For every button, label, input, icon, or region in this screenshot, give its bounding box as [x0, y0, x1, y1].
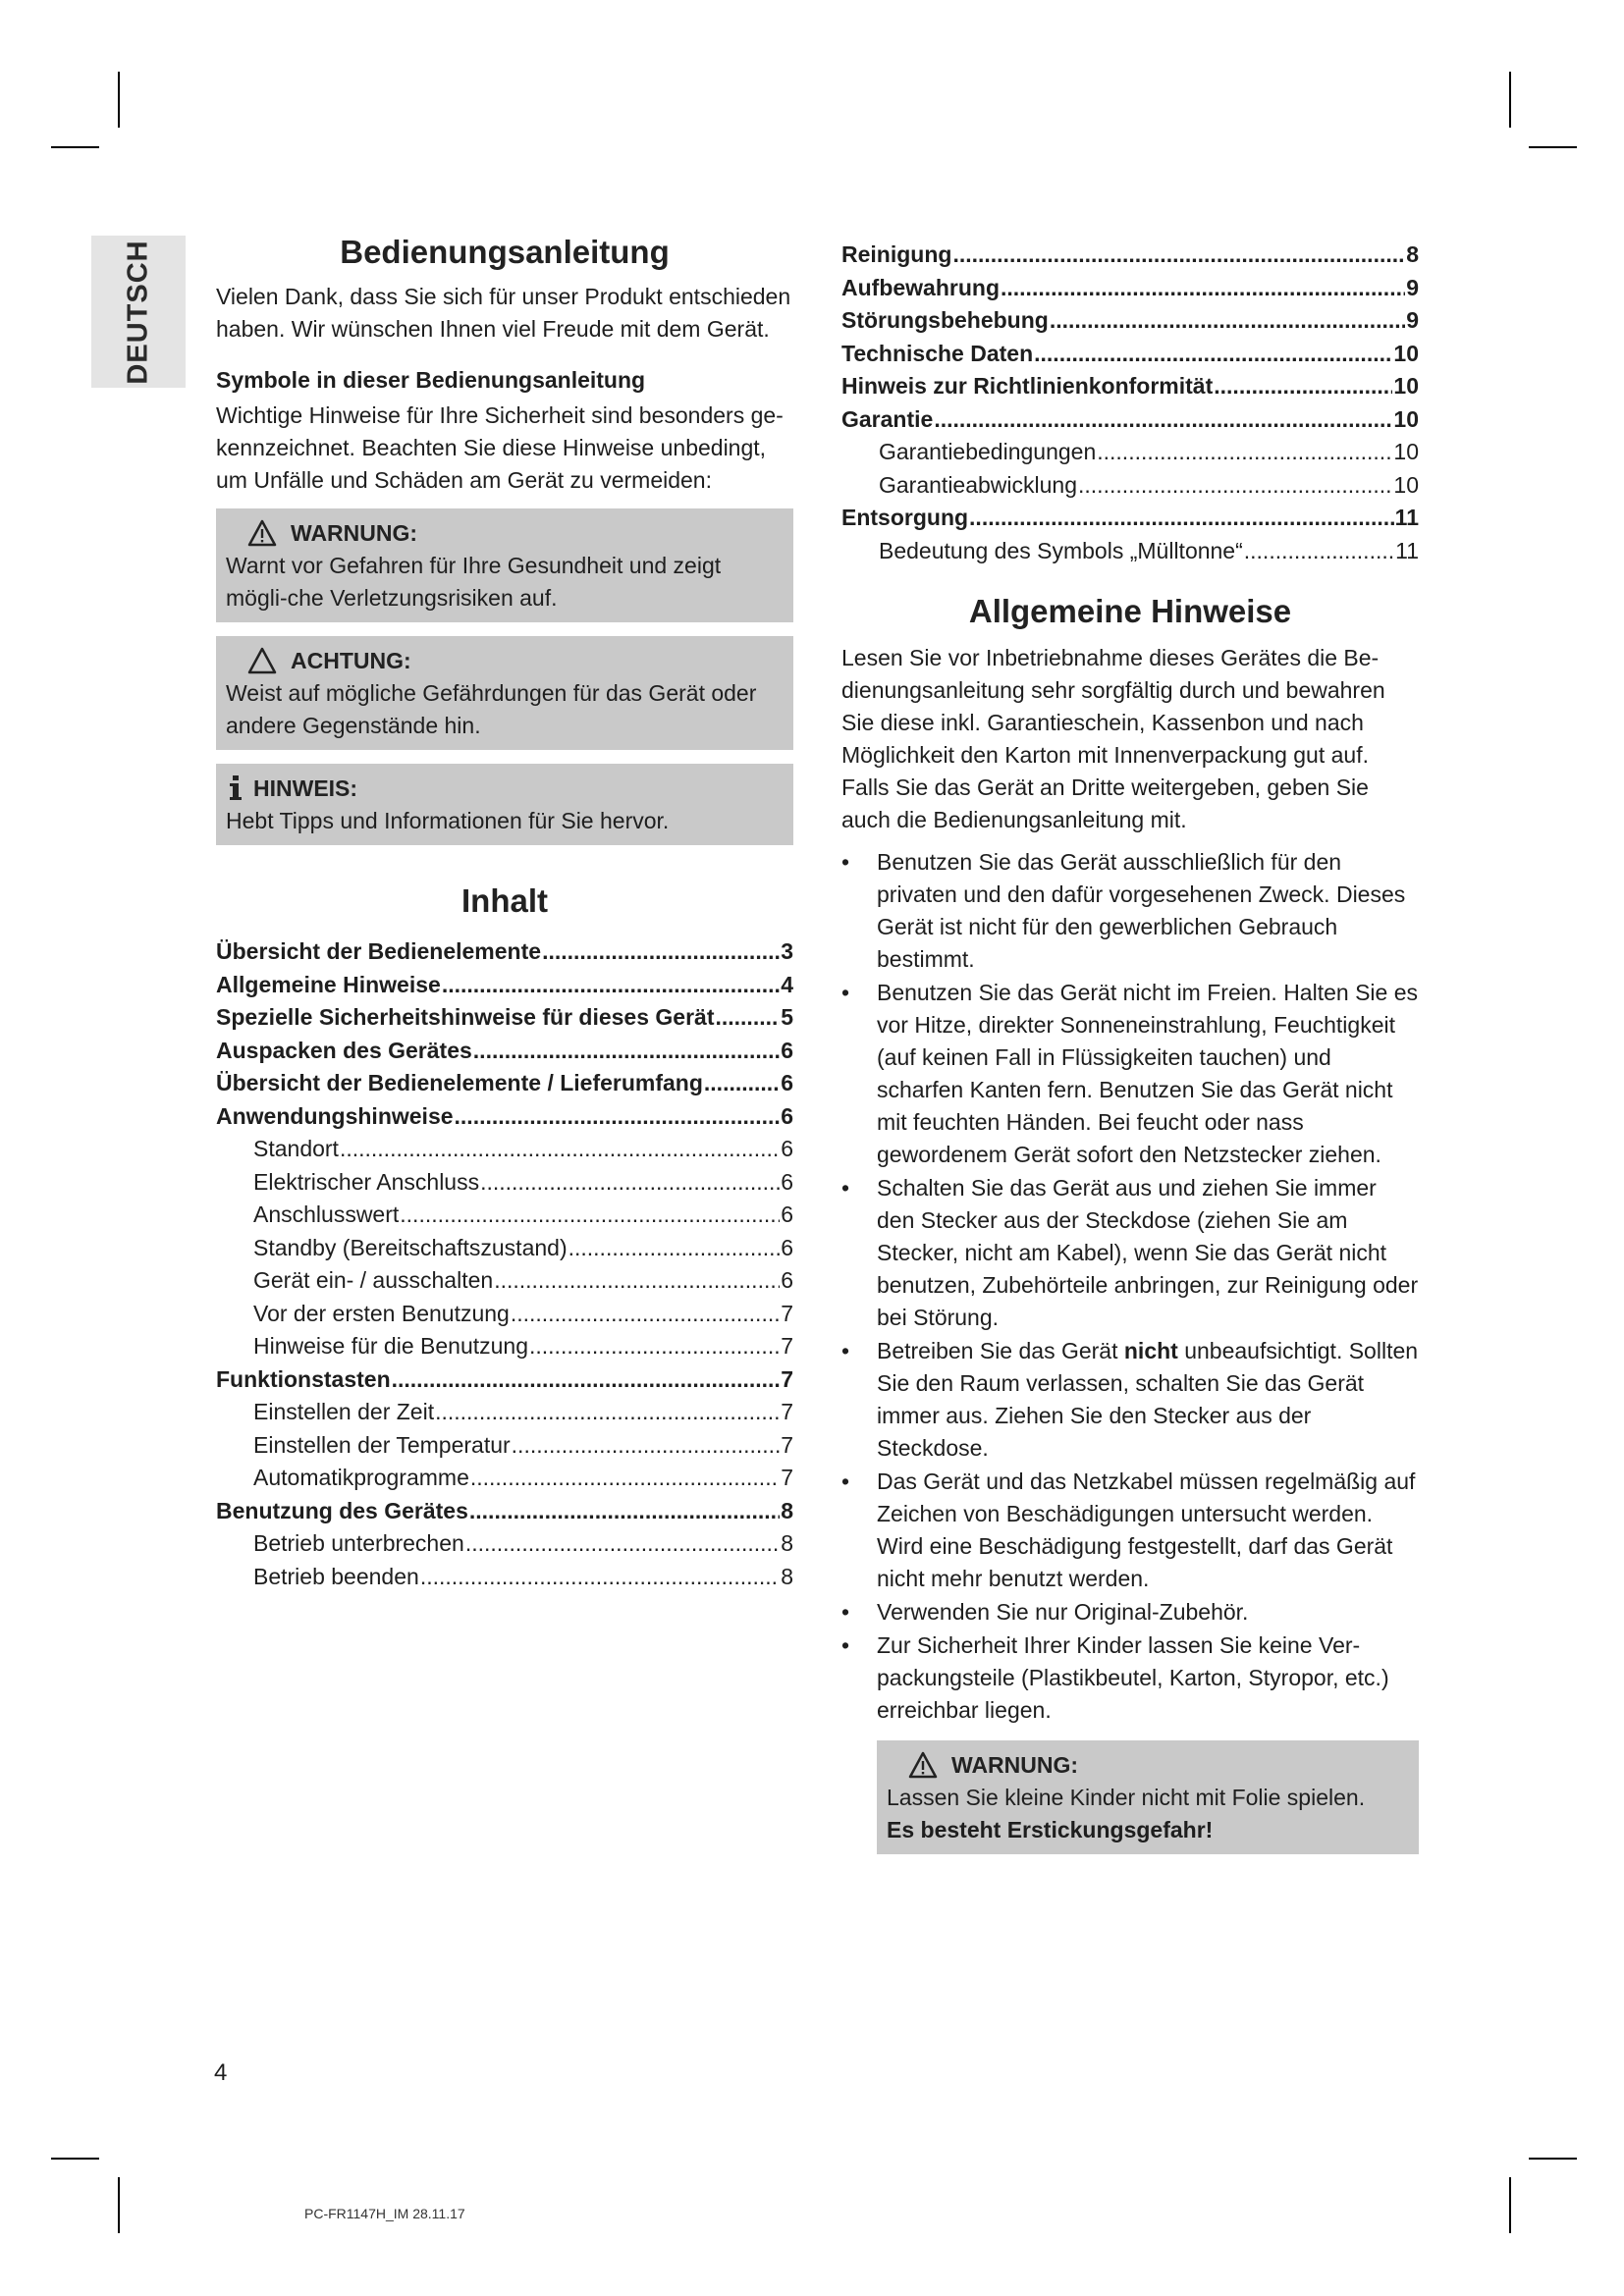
toc-entry[interactable]: [216, 1100, 793, 1134]
toc-entry-label: Hinweis zur Richtlinienkonformität: [841, 373, 1214, 399]
list-item-text: Zur Sicherheit Ihrer Kinder lassen Sie keine Ver-packungsteile (Plastikbeutel, Karton, Styropor, etc.) erreichbar liegen.: [877, 1632, 1389, 1723]
toc-leader-dots: [1050, 304, 1405, 338]
toc-entry-page: 7: [781, 1365, 793, 1392]
toc-entry-page: 10: [1393, 471, 1419, 498]
toc-leader-dots: [494, 1264, 780, 1298]
warning-text: Lassen Sie kleine Kinder nicht mit Folie spielen.: [887, 1785, 1366, 1810]
toc-leader-dots: [715, 1001, 780, 1035]
toc-entry-page: 7: [781, 1300, 793, 1326]
toc-entry-page: 7: [781, 1333, 793, 1359]
toc-leader-dots: [480, 1166, 780, 1200]
list-item: [841, 1629, 1419, 1727]
info-icon: [228, 774, 244, 802]
intro-text: Vielen Dank, dass Sie sich für unser Produkt entschieden haben. Wir wünschen Ihnen viel Freude mit dem Gerät.: [216, 284, 791, 342]
toc-entry-page: 3: [781, 938, 793, 964]
toc-entry[interactable]: [841, 502, 1419, 535]
toc-leader-dots: [465, 1527, 780, 1561]
crop-mark: [51, 2158, 99, 2160]
list-item: [841, 1466, 1419, 1595]
toc-leader-dots: [934, 403, 1392, 437]
toc-leader-dots: [1034, 338, 1392, 371]
toc-entry-page: 6: [781, 1102, 793, 1129]
toc-leader-dots: [1078, 469, 1392, 503]
toc-leader-dots: [1244, 535, 1394, 568]
toc-entry[interactable]: [216, 1462, 793, 1495]
toc-entry[interactable]: [216, 1199, 793, 1232]
toc-entry[interactable]: [216, 1429, 793, 1463]
toc-leader-dots: [469, 1495, 780, 1528]
toc-entry-label: Bedeutung des Symbols „Mülltonne“: [879, 537, 1243, 563]
toc-entry[interactable]: [216, 1166, 793, 1200]
toc-entry[interactable]: [216, 1527, 793, 1561]
toc-entry-label: Gerät ein- / ausschalten: [253, 1267, 494, 1293]
toc-entry[interactable]: [841, 403, 1419, 437]
footer-code: PC-FR1147H_IM 28.11.17: [304, 2206, 465, 2221]
toc-entry[interactable]: [841, 272, 1419, 305]
toc-title: Inhalt: [461, 882, 548, 919]
toc-entry[interactable]: [841, 304, 1419, 338]
toc-leader-dots: [542, 935, 780, 969]
page-number: 4: [214, 2059, 228, 2086]
note-header: [226, 772, 784, 805]
toc-entry[interactable]: [216, 1067, 793, 1100]
toc-leader-dots: [1097, 436, 1392, 469]
crop-mark: [118, 2177, 120, 2233]
warning-text: Warnt vor Gefahren für Ihre Gesundheit und zeigt mögli-che Verletzungsrisiken auf.: [226, 553, 722, 611]
warning-header: [226, 516, 784, 550]
crop-mark: [1529, 146, 1577, 148]
symbols-text: Wichtige Hinweise für Ihre Sicherheit sind besonders ge-kennzeichnet. Beachten Sie diese Hinweise unbedingt, um Unfälle und Schäden am Gerät zu vermeiden:: [216, 402, 784, 493]
toc-entry-page: 5: [781, 1004, 793, 1030]
list-item: [841, 977, 1419, 1171]
bullet-dot: •: [841, 980, 850, 1005]
toc-entry[interactable]: [216, 1035, 793, 1068]
toc-entry[interactable]: [216, 1133, 793, 1166]
warning-triangle-icon: [247, 519, 277, 547]
toc-entry[interactable]: [216, 969, 793, 1002]
bullet-dot: •: [841, 1599, 850, 1625]
warning-emphasis: Es besteht Erstickungsgefahr!: [887, 1817, 1214, 1842]
crop-mark: [118, 72, 120, 128]
crop-mark: [1509, 72, 1511, 128]
toc-leader-dots: [1214, 370, 1392, 403]
toc-entry-page: 11: [1394, 505, 1419, 530]
toc-entry-label: Funktionstasten: [216, 1365, 391, 1392]
toc-entry-page: 9: [1406, 274, 1419, 300]
toc-entry-page: 6: [781, 1070, 793, 1095]
toc-entry-page: 6: [781, 1234, 793, 1260]
toc-entry-label: Garantie: [841, 405, 934, 432]
language-tab: [91, 236, 186, 388]
caution-header: [226, 644, 784, 677]
caution-text: Weist auf mögliche Gefährdungen für das Gerät oder andere Gegenstände hin.: [226, 680, 757, 738]
toc-entry[interactable]: [216, 1001, 793, 1035]
left-column: [216, 234, 793, 1593]
toc-entry-label: Standby (Bereitschaftszustand): [253, 1234, 568, 1260]
note-text: Hebt Tipps und Informationen für Sie hervor.: [226, 808, 670, 833]
list-item: [841, 846, 1419, 976]
toc-entry-label: Automatikprogramme: [253, 1465, 469, 1490]
toc-entry-page: 7: [781, 1399, 793, 1424]
list-item-text: Verwenden Sie nur Original-Zubehör.: [877, 1599, 1249, 1625]
toc-entry-label: Aufbewahrung: [841, 274, 1000, 300]
toc-entry-label: Technische Daten: [841, 340, 1034, 366]
toc-entry-page: 10: [1393, 439, 1419, 464]
crop-mark: [51, 146, 99, 148]
toc-entry-label: Anwendungshinweise: [216, 1102, 454, 1129]
toc-entry-page: 9: [1406, 307, 1419, 333]
caution-triangle-icon: [247, 647, 277, 674]
list-item: [841, 1596, 1419, 1629]
toc-entry-label: Hinweise für die Benutzung: [253, 1333, 528, 1359]
toc-entry-label: Übersicht der Bedienelemente / Lieferumfang: [216, 1070, 703, 1095]
toc-entry-page: 10: [1393, 405, 1419, 432]
toc-leader-dots: [400, 1199, 780, 1232]
general-notes-title: Allgemeine Hinweise: [968, 593, 1292, 629]
warning-label: WARNUNG:: [291, 520, 418, 546]
caution-box: [216, 636, 793, 750]
toc-leader-dots: [1001, 272, 1405, 305]
toc-leader-dots: [704, 1067, 780, 1100]
toc-entry-label: Übersicht der Bedienelemente: [216, 938, 542, 964]
toc-entry-label: Betrieb beenden: [253, 1563, 419, 1589]
safety-bullet-list: [841, 846, 1419, 1727]
toc-entry-page: 7: [781, 1465, 793, 1490]
toc-entry[interactable]: [841, 338, 1419, 371]
list-item-text: Betreiben Sie das Gerät: [877, 1338, 1124, 1363]
list-item-text: Benutzen Sie das Gerät nicht im Freien. Halten Sie es vor Hitze, direkter Sonneneinstrahlung, Feuchtigkeit (auf keinen Fall in Flüssigkeiten tauchen) und scharfen Kanten fern. Benutzen Sie das Gerät nicht mit feuchten Händen. Bei feucht oder nass gewordenem Gerät sofort den Netzstecker ziehen.: [877, 980, 1419, 1167]
toc-entry-label: Auspacken des Gerätes: [216, 1037, 472, 1063]
bullet-dot: •: [841, 1338, 850, 1363]
toc-entry[interactable]: [216, 1363, 793, 1397]
list-item-text: unbeaufsichtigt. Sollten Sie den Raum verlassen, schalten Sie das Gerät immer aus. Ziehen Sie den Stecker aus der Steckdose.: [877, 1338, 1419, 1461]
toc-entry-page: 11: [1395, 537, 1419, 563]
list-item: [841, 1172, 1419, 1334]
toc-entry-page: 8: [781, 1563, 793, 1589]
toc-entry-page: 6: [781, 1267, 793, 1293]
toc-leader-dots: [529, 1330, 780, 1363]
note-box: [216, 764, 793, 845]
toc-entry-label: Garantiebedingungen: [879, 439, 1097, 464]
caution-label: ACHTUNG:: [291, 648, 411, 673]
toc-entry-page: 6: [781, 1037, 793, 1063]
warning-box-children: [877, 1740, 1419, 1854]
toc-entry-page: 7: [781, 1431, 793, 1458]
toc-leader-dots: [969, 502, 1394, 535]
toc-leader-dots: [420, 1561, 780, 1594]
toc-entry-label: Anschlusswert: [253, 1201, 400, 1227]
toc-leader-dots: [512, 1429, 781, 1463]
toc-entry[interactable]: [216, 1561, 793, 1594]
toc-entry-page: 8: [1406, 241, 1419, 267]
toc-leader-dots: [511, 1298, 780, 1331]
toc-entry[interactable]: [216, 1396, 793, 1429]
toc-entry-label: Entsorgung: [841, 505, 969, 530]
general-notes-intro: Lesen Sie vor Inbetriebnahme dieses Gerätes die Be-dienungsanleitung sehr sorgfältig durch und bewahren Sie diese inkl. Garantieschein, Kassenbon und nach Möglichkeit den Karton mit Innenverpackung gut auf. Falls Sie das Gerät an Dritte weitergeben, geben Sie auch die Bedienungsanleitung mit.: [841, 645, 1385, 832]
toc-entry-page: 4: [781, 971, 793, 997]
table-of-contents-continued: [841, 239, 1419, 567]
right-column: [841, 239, 1419, 1854]
bullet-dot: •: [841, 1175, 850, 1201]
toc-leader-dots: [442, 969, 780, 1002]
toc-entry-label: Betrieb unterbrechen: [253, 1530, 464, 1556]
toc-entry[interactable]: [841, 535, 1419, 568]
toc-entry-page: 8: [781, 1530, 793, 1556]
crop-mark: [1529, 2158, 1577, 2160]
toc-entry-page: 10: [1393, 340, 1419, 366]
toc-leader-dots: [392, 1363, 781, 1397]
toc-entry-label: Allgemeine Hinweise: [216, 971, 441, 997]
toc-leader-dots: [340, 1133, 780, 1166]
toc-entry[interactable]: [216, 1330, 793, 1363]
note-label: HINWEIS:: [253, 775, 358, 801]
toc-entry[interactable]: [216, 1298, 793, 1331]
table-of-contents: [216, 935, 793, 1593]
list-item: [841, 1335, 1419, 1465]
toc-entry-label: Einstellen der Temperatur: [253, 1431, 511, 1458]
toc-entry-label: Benutzung des Gerätes: [216, 1497, 468, 1523]
toc-leader-dots: [455, 1100, 781, 1134]
language-tab-label: DEUTSCH: [122, 239, 154, 385]
bullet-dot: •: [841, 849, 850, 875]
toc-entry[interactable]: [841, 469, 1419, 503]
warning-label: WARNUNG:: [951, 1752, 1079, 1778]
toc-entry-label: Garantieabwicklung: [879, 471, 1078, 498]
bullet-dot: •: [841, 1632, 850, 1658]
crop-mark: [1509, 2177, 1511, 2233]
manual-title: Bedienungsanleitung: [340, 234, 670, 270]
list-item-emphasis: nicht: [1123, 1338, 1178, 1363]
toc-leader-dots: [473, 1035, 780, 1068]
warning-box: [216, 508, 793, 622]
warning-header: [887, 1748, 1409, 1782]
toc-leader-dots: [952, 239, 1405, 272]
list-item-text: Benutzen Sie das Gerät ausschließlich für den privaten und den dafür vorgesehenen Zweck. Dieses Gerät ist nicht für den gewerblichen Gebrauch bestimmt.: [877, 849, 1406, 972]
toc-entry-page: 10: [1393, 373, 1419, 399]
symbols-heading: Symbole in dieser Bedienungsanleitung: [216, 367, 646, 393]
toc-entry[interactable]: [841, 239, 1419, 272]
toc-entry-label: Störungsbehebung: [841, 307, 1049, 333]
toc-leader-dots: [568, 1232, 781, 1265]
list-item-text: Schalten Sie das Gerät aus und ziehen Sie immer den Stecker aus der Steckdose (ziehen Sie am Stecker, nicht am Kabel), wenn Sie das Gerät nicht benutzen, Zubehörteile anbringen, zur Reinigung oder bei Störung.: [877, 1175, 1419, 1330]
toc-entry-label: Elektrischer Anschluss: [253, 1168, 480, 1195]
toc-entry-page: 6: [781, 1136, 793, 1161]
toc-entry-label: Standort: [253, 1136, 339, 1161]
list-item-text: Das Gerät und das Netzkabel müssen regelmäßig auf Zeichen von Beschädigungen untersucht werden. Wird eine Beschädigung festgestellt, darf das Gerät nicht mehr benutzt werden.: [877, 1468, 1416, 1591]
toc-entry[interactable]: [216, 935, 793, 969]
toc-entry-page: 6: [781, 1201, 793, 1227]
toc-leader-dots: [435, 1396, 780, 1429]
bullet-dot: •: [841, 1468, 850, 1494]
toc-entry[interactable]: [216, 1264, 793, 1298]
toc-entry[interactable]: [841, 436, 1419, 469]
toc-leader-dots: [470, 1462, 780, 1495]
toc-entry-page: 6: [781, 1168, 793, 1195]
toc-entry[interactable]: [216, 1495, 793, 1528]
toc-entry-label: Vor der ersten Benutzung: [253, 1300, 510, 1326]
toc-entry-label: Reinigung: [841, 241, 952, 267]
warning-triangle-icon: [908, 1751, 938, 1779]
toc-entry-page: 8: [781, 1497, 793, 1523]
toc-entry-label: Spezielle Sicherheitshinweise für dieses Gerät: [216, 1004, 715, 1030]
toc-entry-label: Einstellen der Zeit: [253, 1399, 435, 1424]
toc-entry[interactable]: [216, 1232, 793, 1265]
toc-entry[interactable]: [841, 370, 1419, 403]
